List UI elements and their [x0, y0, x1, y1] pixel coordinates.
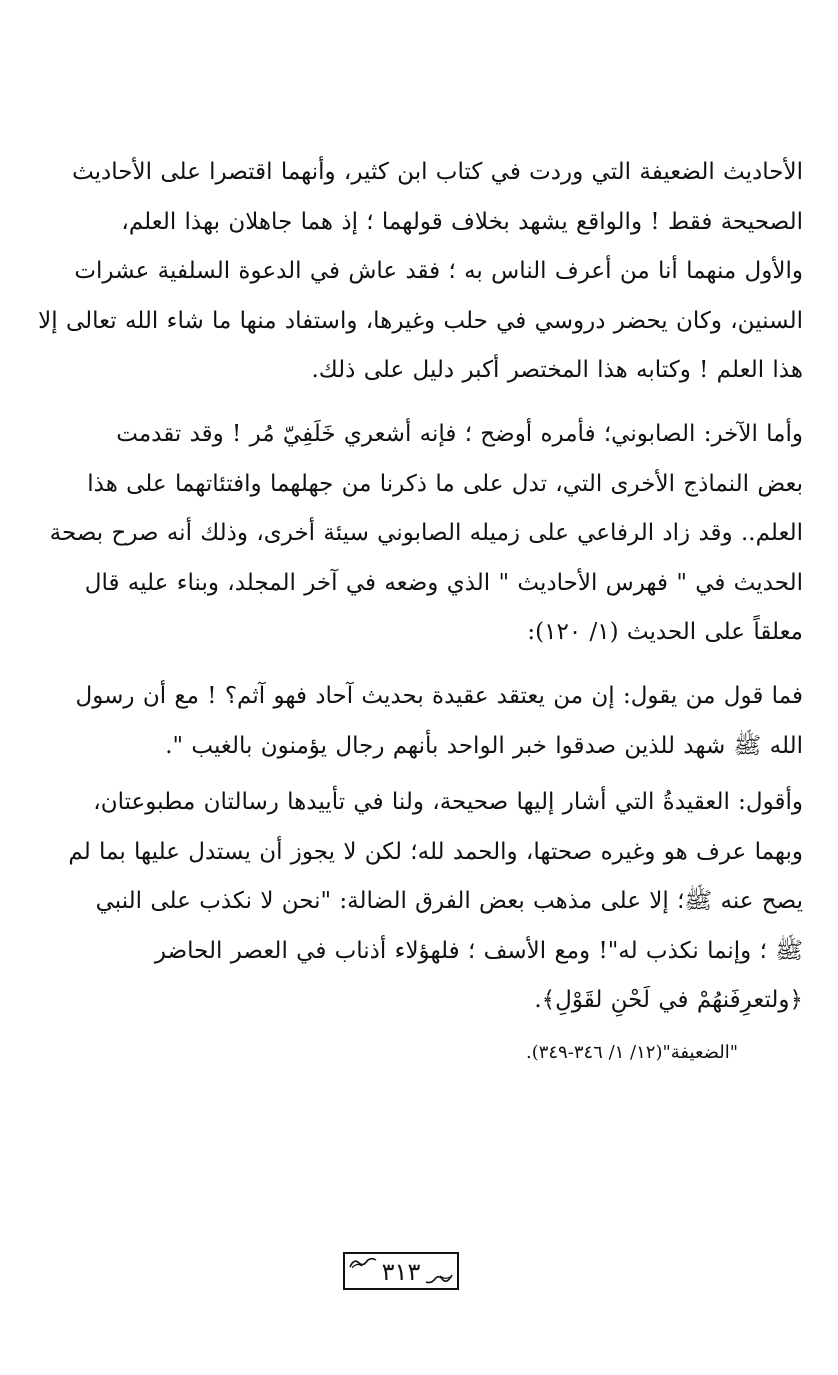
text-line: يصح عنه ﷺ؛ إلا على مذهب بعض الفرق الضالة: "نحن لا نكذب على النبي — [95, 888, 803, 914]
page-number: ٣١٣ — [381, 1258, 421, 1286]
text-line: الأحاديث الضعيفة التي وردت في كتاب ابن كثير، وأنهما اقتصرا على الأحاديث — [72, 159, 803, 185]
text-line: ﷺ ؛ وإنما نكذب له"! ومع الأسف ؛ فلهؤلاء أذناب في العصر الحاضر — [154, 937, 803, 964]
text-line: والأول منهما أنا من أعرف الناس به ؛ فقد عاش في الدعوة السلفية عشرات — [74, 258, 803, 284]
text-line: الله ﷺ شهد للذين صدقوا خبر الواحد بأنهم رجال يؤمنون بالغيب ". — [165, 732, 803, 759]
text-line: الصحيحة فقط ! والواقع يشهد بخلاف قولهما ؛ إذ هما جاهلان بهذا العلم، — [121, 208, 803, 235]
text-line: ﴿ولتعرِفَنهُمْ في لَحْنِ لقَوْلِ﴾. — [534, 987, 803, 1013]
text-line: السنين، وكان يحضر دروسي في حلب وغيرها، واستفاد منها ما شاء الله تعالى إلا — [38, 307, 803, 334]
page-number-frame — [343, 1252, 459, 1290]
text-line: معلقاً على الحديث (١/ ١٢٠): — [527, 619, 803, 645]
paragraph-2 — [38, 410, 803, 658]
text-line: العلم.. وقد زاد الرفاعي على زميله الصابوني سيئة أخرى، وذلك أنه صرح بصحة — [49, 520, 803, 546]
text-line: هذا العلم ! وكتابه هذا المختصر أكبر دليل على ذلك. — [311, 357, 803, 383]
paragraph-1 — [38, 148, 803, 396]
text-line: الحديث في " فهرس الأحاديث " الذي وضعه في آخر المجلد، وبناء عليه قال — [84, 569, 803, 596]
paragraph-3-quote — [38, 672, 803, 771]
footnote-reference: "الضعيفة"(١٢/ ١/ ٣٤٦-٣٤٩). — [525, 1042, 738, 1063]
text-line: وأما الآخر: الصابوني؛ فأمره أوضح ؛ فإنه أشعري خَلَفِيّ مُر ! وقد تقدمت — [116, 421, 803, 447]
text-line: وأقول: العقيدةُ التي أشار إليها صحيحة، ولنا في تأييدها رسالتان مطبوعتان، — [93, 789, 803, 815]
text-line: وبهما عرف هو وغيره صحتها، والحمد لله؛ لكن لا يجوز أن يستدل عليها بما لم — [68, 838, 803, 865]
text-line: فما قول من يقول: إن من يعتقد عقيدة بحديث آحاد فهو آثم؟ ! مع أن رسول — [75, 683, 803, 709]
text-line: بعض النماذج الأخرى التي، تدل على ما ذكرنا من جهلهما وافتئاتهما على هذا — [87, 470, 803, 497]
paragraph-4 — [38, 778, 803, 1026]
